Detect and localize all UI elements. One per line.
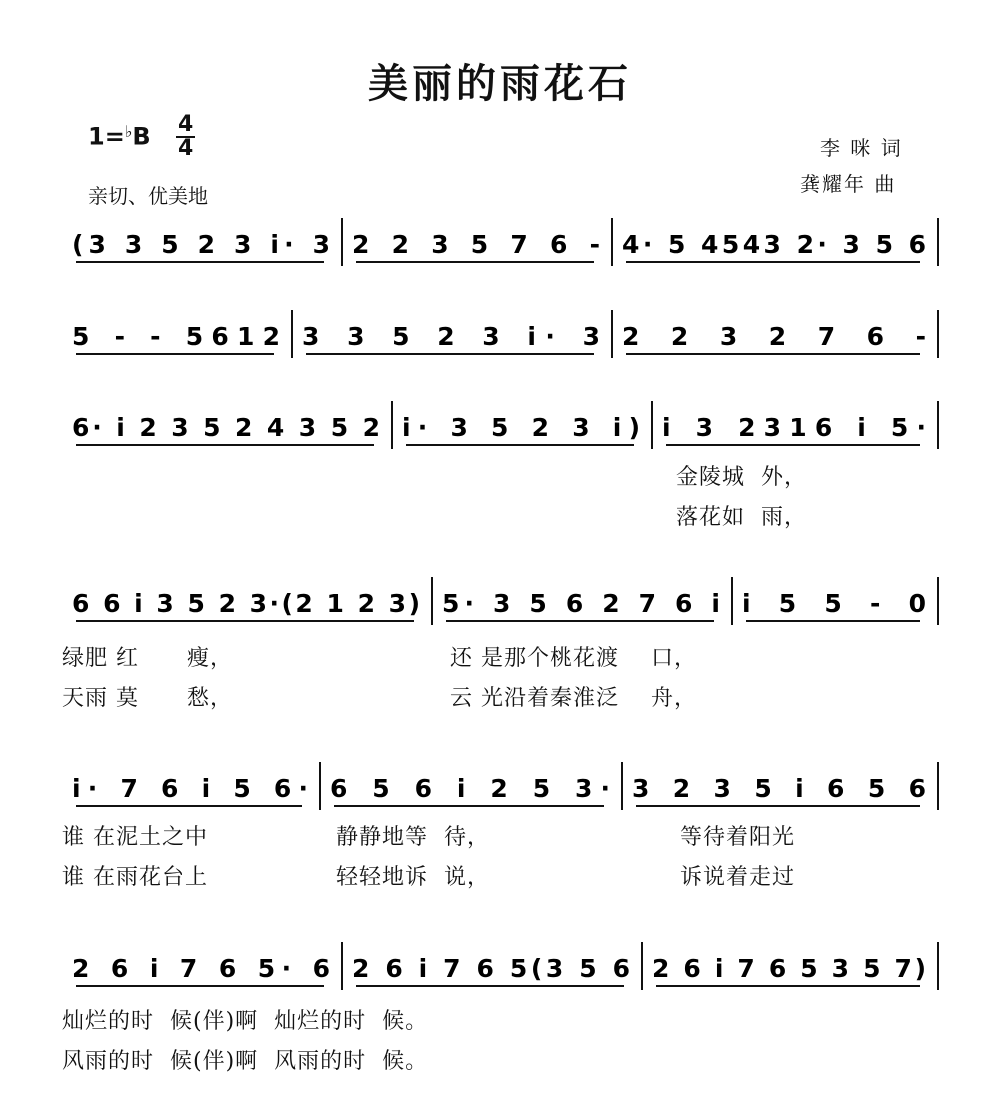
- key-equals: =: [104, 122, 125, 151]
- tempo-marking: 亲切、优美地: [88, 184, 208, 208]
- measure-notes: 5 - - 5612: [72, 322, 280, 351]
- lyricist-credit: 李 咪 词: [820, 136, 903, 160]
- measure-notes: (3 3 5 2 3 i· 3: [72, 230, 330, 259]
- lyric-line: 轻轻地诉 说，: [336, 865, 490, 890]
- measure-notes: 2 6 i 7 6 5 3 5 7): [652, 954, 926, 983]
- measure-notes: 4· 5 4543 2· 3 5 6: [622, 230, 926, 259]
- time-signature-top: 4: [178, 112, 194, 137]
- measure-notes: 2 6 i 7 6 5(3 5 6: [352, 954, 630, 983]
- measure-notes: i 5 5 - 0: [742, 589, 926, 618]
- measure-notes: 3 2 3 5 i 6 5 6: [632, 774, 926, 803]
- lyric-line: 还 是那个桃花渡 口，: [450, 646, 697, 671]
- composer-credit: 龚耀年 曲: [800, 172, 897, 196]
- lyric-line: 云 光沿着秦淮泛 舟，: [450, 686, 697, 711]
- measure-notes: 6· i 2 3 5 2 4 3 5 2: [72, 413, 380, 442]
- lyric-line: 落花如 雨，: [676, 505, 807, 530]
- measure-notes: 6 5 6 i 2 5 3·: [330, 774, 610, 803]
- time-signature-bottom: 4: [178, 136, 194, 161]
- lyric-line: 风雨的时 候(伴)啊 风雨的时 候。: [62, 1049, 429, 1074]
- measure-notes: 2 2 3 5 7 6 -: [352, 230, 600, 259]
- flat-sign: ♭: [124, 122, 133, 141]
- measure-notes: i 3 2316 i 5·: [662, 413, 926, 442]
- measure-notes: 2 2 3 2 7 6 -: [622, 322, 926, 351]
- measure-notes: 5· 3 5 6 2 7 6 i: [442, 589, 720, 618]
- measure-notes: i· 7 6 i 5 6·: [72, 774, 308, 803]
- key-note: B: [132, 122, 151, 151]
- lyric-line: 静静地等 待，: [336, 825, 490, 850]
- lyric-line: 灿烂的时 候(伴)啊 灿烂的时 候。: [62, 1009, 429, 1034]
- lyric-line: 诉说着走过: [680, 865, 796, 890]
- lyric-line: 等待着阳光: [680, 825, 796, 850]
- measure-notes: i· 3 5 2 3 i): [402, 413, 640, 442]
- song-title: 美丽的雨花石: [368, 61, 632, 107]
- lyric-line: 谁 在雨花台上: [62, 865, 208, 890]
- lyric-line: 谁 在泥土之中: [62, 825, 208, 850]
- key-tonic: 1: [88, 122, 105, 151]
- lyric-line: 绿肥 红 瘦，: [62, 646, 233, 671]
- lyric-line: 天雨 莫 愁，: [62, 686, 233, 711]
- lyric-line: 金陵城 外，: [676, 465, 807, 490]
- measure-notes: 3 3 5 2 3 i· 3: [302, 322, 600, 351]
- measure-notes: 6 6 i 3 5 2 3·(2 1 2 3): [72, 589, 420, 618]
- measure-notes: 2 6 i 7 6 5· 6: [72, 954, 330, 983]
